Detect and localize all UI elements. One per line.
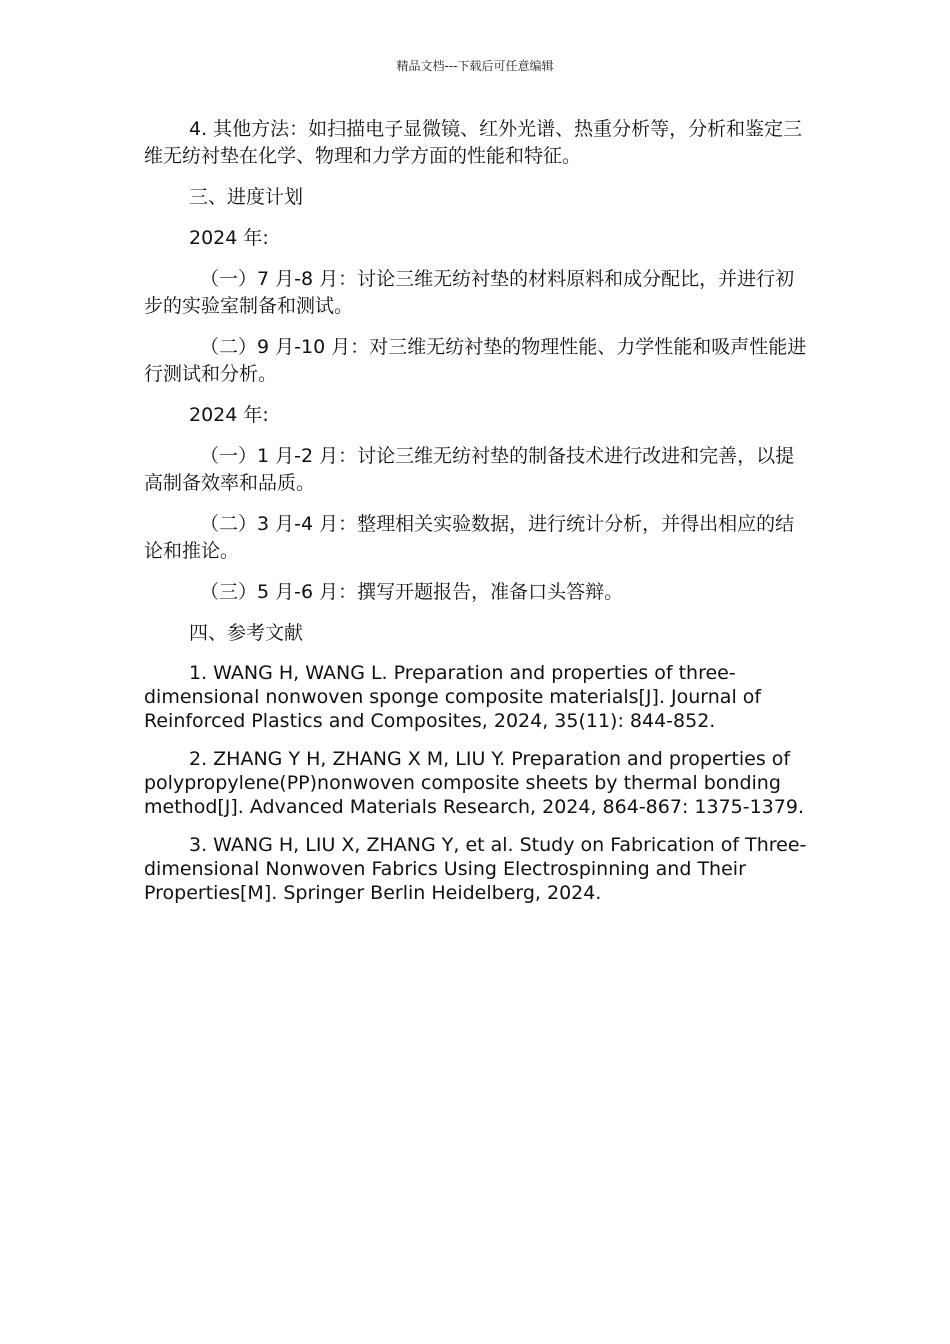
schedule-item: （一）7 月-8 月：讨论三维无纺衬垫的材料原料和成分配比，并进行初步的实验室制备和测试。 (144, 268, 795, 317)
schedule-item: （二）9 月-10 月：对三维无纺衬垫的物理性能、力学性能和吸声性能进行测试和分析。 (144, 336, 807, 385)
year-label: 2024 年: (189, 227, 269, 249)
schedule-item: （一）1 月-2 月：讨论三维无纺衬垫的制备技术进行改进和完善，以提高制备效率和品质。 (144, 445, 795, 494)
page-header: 精品文档---下载后可任意编辑 (396, 59, 554, 73)
section-heading-references: 四、参考文献 (189, 622, 304, 644)
reference-item: 1. WANG H, WANG L. Preparation and properties of three-dimensional nonwoven sponge composite materials[J]. Journal of Reinforced Plastics and Composites, 2024, 35(11): 844-852. (144, 662, 762, 732)
reference-item: 2. ZHANG Y H, ZHANG X M, LIU Y. Preparation and properties of polypropylene(PP)nonwoven composite sheets by thermal bonding method[J]. Advanced Materials Research, 2024, 864-867: 1375-1379. (144, 748, 804, 818)
schedule-item: （二）3 月-4 月：整理相关实验数据，进行统计分析，并得出相应的结论和推论。 (144, 513, 795, 562)
document-body (144, 116, 809, 919)
schedule-item: （三）5 月-6 月：撰写开题报告，准备口头答辩。 (200, 581, 624, 603)
reference-item: 3. WANG H, LIU X, ZHANG Y, et al. Study on Fabrication of Three-dimensional Nonwoven Fabrics Using Electrospinning and Their Properties[M]. Springer Berlin Heidelberg, 2024. (144, 834, 807, 904)
paragraph-other-methods: 4. 其他方法：如扫描电子显微镜、红外光谱、热重分析等，分析和鉴定三维无纺衬垫在化学、物理和力学方面的性能和特征。 (144, 118, 803, 167)
section-heading-schedule: 三、进度计划 (189, 186, 304, 208)
year-label: 2024 年: (189, 404, 269, 426)
